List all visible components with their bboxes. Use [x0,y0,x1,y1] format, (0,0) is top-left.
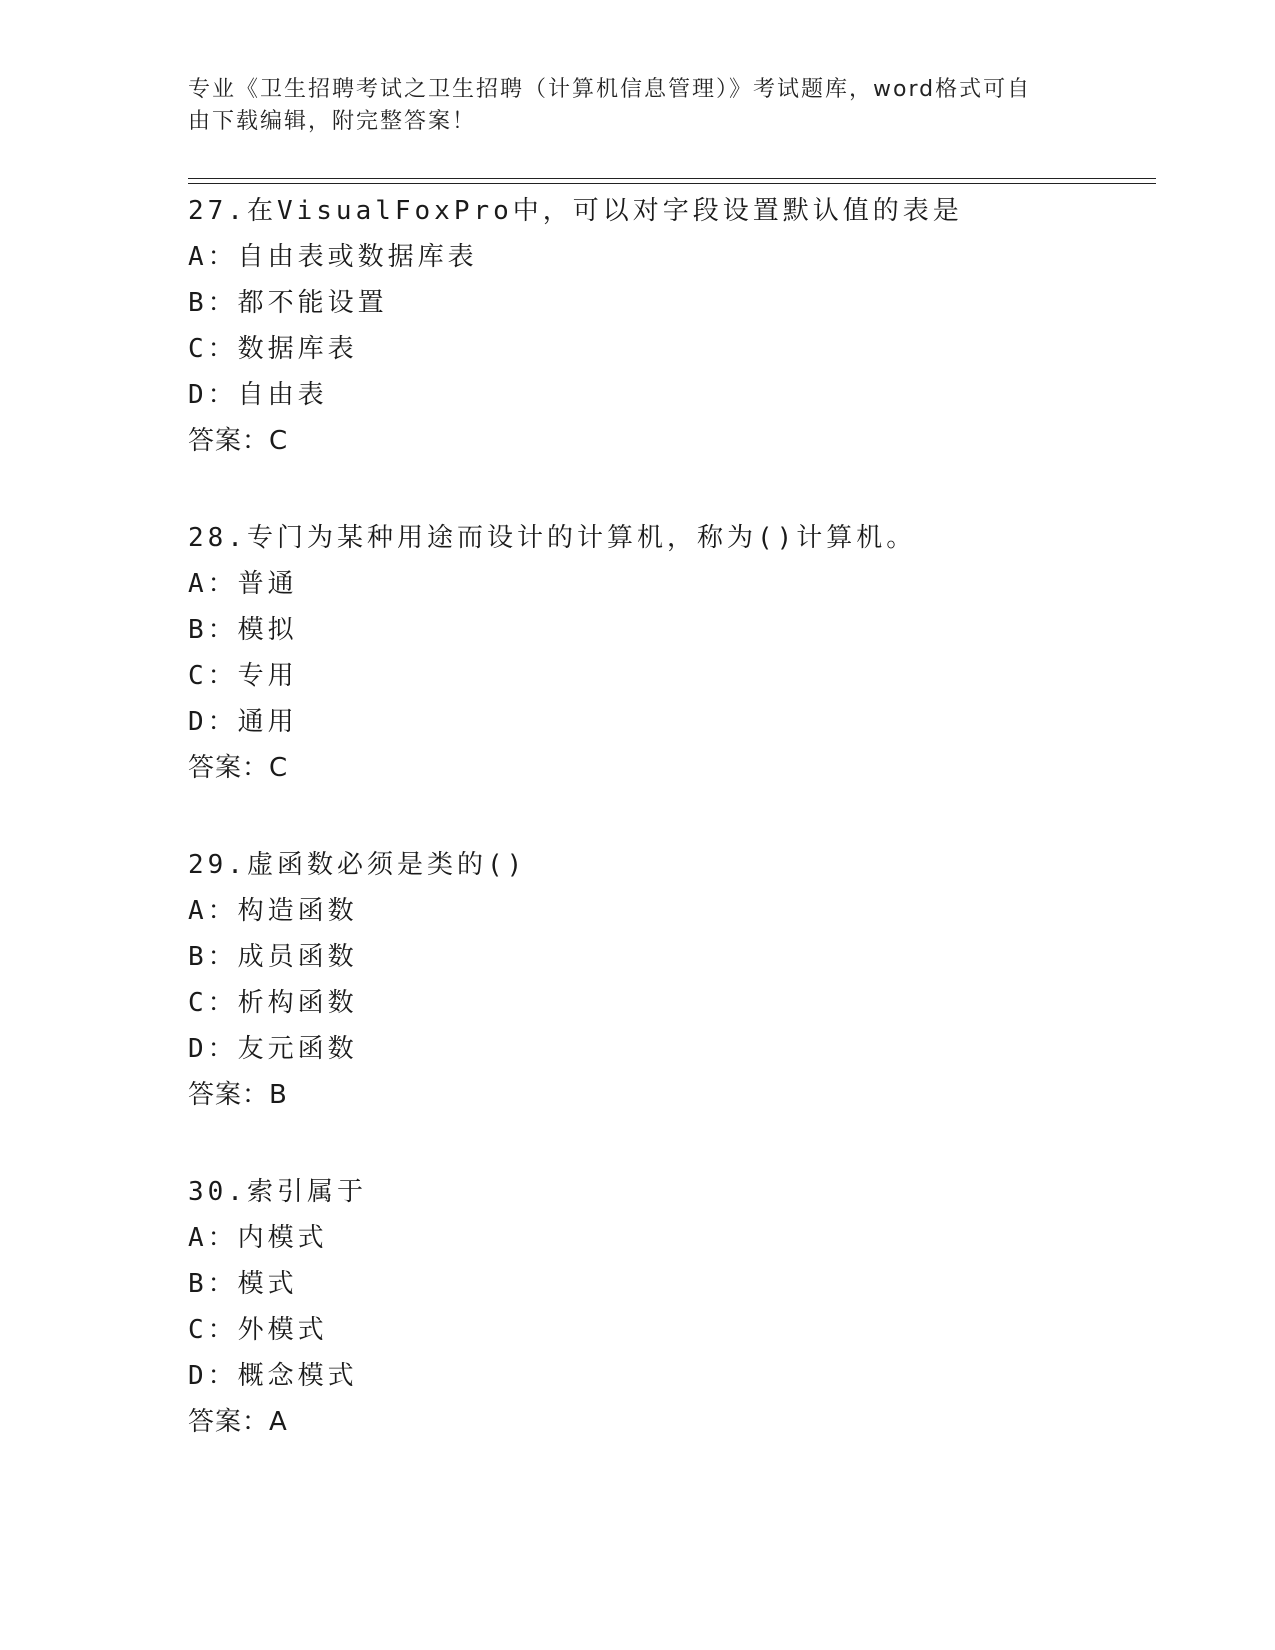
header-line-2: 由下载编辑，附完整答案！ [188,109,477,134]
answer: 答案：B [188,1080,288,1110]
option-d: D：自由表 [188,380,328,410]
question-30 [188,1169,1156,1445]
answer: 答案：C [188,426,289,456]
question-stem: 29.虚函数必须是类的() [188,850,527,880]
option-a: A：构造函数 [188,896,358,926]
header-divider-bottom [188,183,1156,184]
option-d: D：友元函数 [188,1034,358,1064]
question-stem: 27.在VisualFoxPro中，可以对字段设置默认值的表是 [188,196,963,226]
question-stem: 30.索引属于 [188,1177,367,1207]
option-d: D：通用 [188,707,298,737]
answer: 答案：C [188,753,289,783]
option-c: C：数据库表 [188,334,358,364]
header-line-1: 专业《卫生招聘考试之卫生招聘（计算机信息管理）》考试题库，word格式可自 [188,77,1032,102]
option-a: A：普通 [188,569,298,599]
question-29 [188,842,1156,1118]
option-c: C：析构函数 [188,988,358,1018]
question-28 [188,515,1156,791]
option-c: C：外模式 [188,1315,328,1345]
question-list [188,188,1156,1496]
option-a: A：内模式 [188,1223,328,1253]
answer: 答案：A [188,1407,288,1437]
option-c: C：专用 [188,661,298,691]
option-b: B：模式 [188,1269,298,1299]
option-a: A：自由表或数据库表 [188,242,478,272]
option-d: D：概念模式 [188,1361,358,1391]
option-b: B：成员函数 [188,942,358,972]
question-27 [188,188,1156,464]
option-b: B：模拟 [188,615,298,645]
document-header [188,74,1068,138]
option-b: B：都不能设置 [188,288,388,318]
header-divider-top [188,178,1156,179]
question-stem: 28.专门为某种用途而设计的计算机，称为()计算机。 [188,523,917,553]
